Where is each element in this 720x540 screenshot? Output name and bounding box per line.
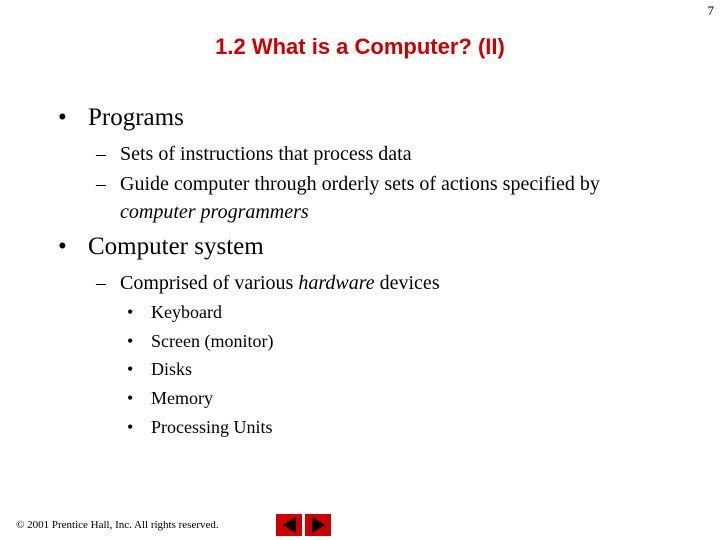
triangle-right-icon [312, 517, 325, 533]
bullet-computer-system [58, 232, 264, 262]
device-label: Processing Units [151, 417, 273, 437]
dash-glyph: – [96, 272, 106, 294]
device-label: Screen (monitor) [151, 331, 274, 351]
device-label: Disks [151, 359, 193, 379]
sub-bullet-emphasis: hardware [298, 272, 375, 294]
sub-bullet-suffix: devices [374, 272, 440, 294]
device-label: Memory [151, 388, 213, 408]
bullet-glyph: • [127, 331, 134, 351]
sub-bullet-hardware [96, 269, 440, 297]
page-number: 7 [707, 3, 714, 18]
bullet-system-label: Computer system [88, 233, 264, 260]
next-slide-button[interactable] [305, 514, 331, 536]
bullet-glyph: • [127, 302, 134, 322]
device-item-processing-units [127, 413, 273, 442]
sub-bullet-guide [96, 170, 600, 198]
bullet-glyph: • [127, 417, 134, 437]
triangle-left-icon [283, 517, 296, 533]
slide-title: 1.2 What is a Computer? (II) [215, 34, 505, 59]
bullet-glyph: • [58, 104, 67, 131]
dash-glyph: – [96, 143, 106, 165]
previous-slide-button[interactable] [276, 514, 302, 536]
device-item-memory [127, 384, 213, 413]
device-label: Keyboard [151, 302, 222, 322]
bullet-glyph: • [58, 233, 67, 260]
bullet-glyph: • [127, 388, 134, 408]
device-item-disks [127, 355, 193, 384]
bullet-glyph: • [127, 359, 134, 379]
copyright-text: 2001 Prentice Hall, Inc. All rights reserved. [24, 519, 219, 531]
copyright-footer [16, 519, 219, 531]
sub-bullet-instructions [96, 140, 412, 168]
sub-bullet-guide-continuation: computer programmers [120, 201, 309, 223]
bullet-programs-label: Programs [88, 104, 184, 131]
sub-bullet-text: Guide computer through orderly sets of actions specified by [120, 173, 600, 195]
device-item-screen [127, 327, 274, 356]
sub-bullet-prefix: Comprised of various [120, 272, 299, 294]
device-item-keyboard [127, 298, 222, 327]
bullet-programs [58, 103, 184, 133]
dash-glyph: – [96, 173, 106, 195]
copyright-icon: © [16, 519, 25, 531]
sub-bullet-text: Sets of instructions that process data [120, 143, 412, 165]
